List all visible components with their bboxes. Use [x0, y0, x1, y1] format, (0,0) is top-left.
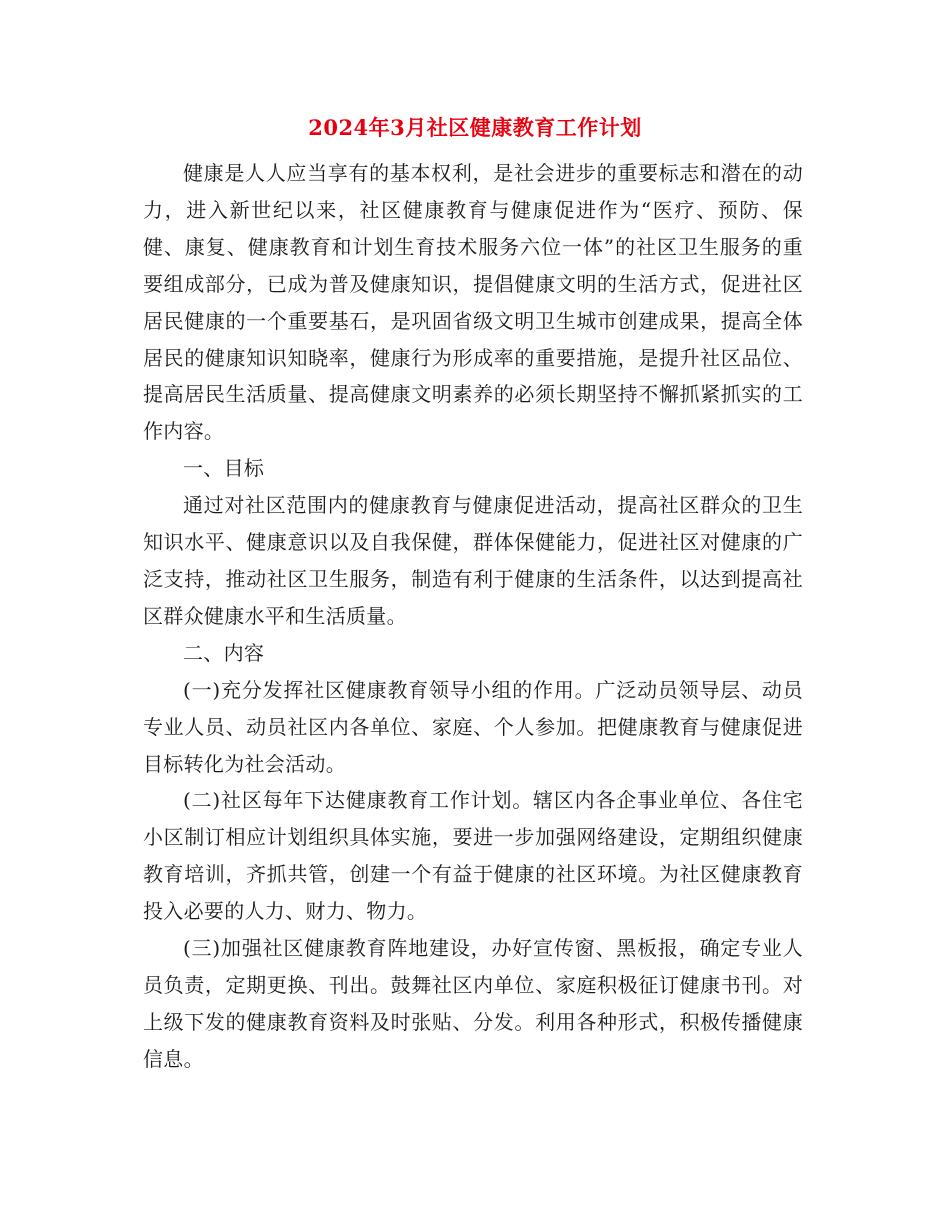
- paragraph-content-3: (三)加强社区健康教育阵地建设，办好宣传窗、黑板报，确定专业人员负责，定期更换、刊出。鼓舞社区内单位、家庭积极征订健康书刊。对上级下发的健康教育资料及时张贴、分发。利用各种形式，积极传播健康信息。: [143, 936, 803, 1071]
- paragraph-content-2: (二)社区每年下达健康教育工作计划。辖区内各企事业单位、各住宅小区制订相应计划组织具体实施，要进一步加强网络建设，定期组织健康教育培训，齐抓共管，创建一个有益于健康的社区环境。为社区健康教育投入必要的人力、财力、物力。: [143, 788, 803, 924]
- section-heading-content: 二、内容: [183, 640, 265, 665]
- paragraph-content-1: (一)充分发挥社区健康教育领导小组的作用。广泛动员领导层、动员专业人员、动员社区内各单位、家庭、个人参加。把健康教育与健康促进目标转化为社会活动。: [143, 677, 803, 776]
- document-body: [143, 155, 803, 1078]
- paragraph-intro: 健康是人人应当享有的基本权利，是社会进步的重要标志和潜在的动力，进入新世纪以来，社区健康教育与健康促进作为“医疗、预防、保健、康复、健康教育和计划生育技术服务六位一体”的社区卫生服务的重要组成部分，已成为普及健康知识，提倡健康文明的生活方式，促进社区居民健康的一个重要基石，是巩固省级文明卫生城市创建成果，提高全体居民的健康知识知晓率，健康行为形成率的重要措施，是提升社区品位、提高居民生活质量、提高健康文明素养的必须长期坚持不懈抓紧抓实的工作内容。: [143, 161, 803, 444]
- paragraph-goal: 通过对社区范围内的健康教育与健康促进活动，提高社区群众的卫生知识水平、健康意识以及自我保健，群体保健能力，促进社区对健康的广泛支持，推动社区卫生服务，制造有利于健康的生活条件，以达到提高社区群众健康水平和生活质量。: [143, 493, 803, 628]
- document-title: 2024年3月社区健康教育工作计划: [308, 115, 642, 140]
- section-heading-goal: 一、目标: [183, 456, 265, 481]
